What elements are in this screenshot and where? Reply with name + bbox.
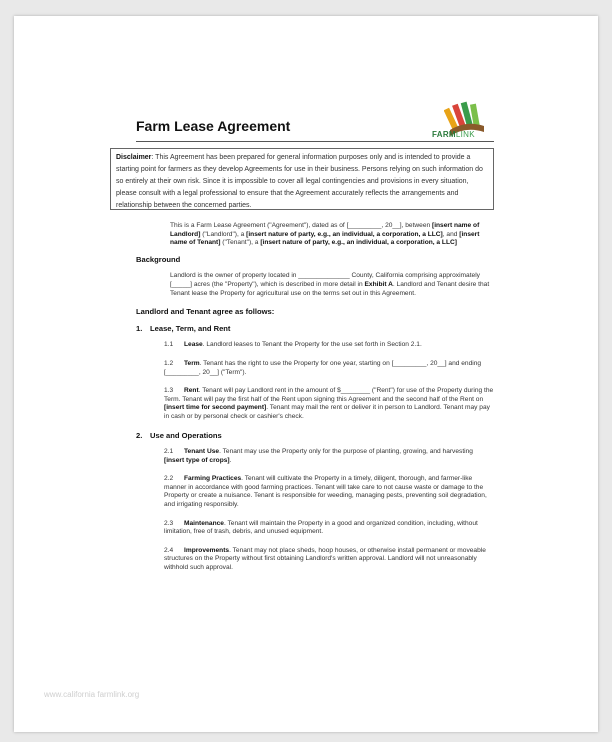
intro-text-3: , and: [442, 230, 460, 238]
section-1-title: Lease, Term, and Rent: [150, 323, 231, 333]
intro-text-4: ("Tenant"), a: [220, 239, 261, 247]
section-2-number: 2.: [136, 430, 143, 440]
title-divider: [136, 141, 494, 142]
section-2-4-label: Improvements: [184, 546, 230, 554]
section-1-1-number: 1.1: [164, 341, 174, 349]
disclaimer-label: Disclaimer: [116, 154, 152, 161]
background-text-2: . Landlord and Tenant desire that Tenant lease the Property for agricultural use on the terms set out in this Agreement.: [170, 280, 490, 297]
section-2-2: [136, 475, 494, 509]
section-1-1-text: . Landlord leases to Tenant the Property for the use set forth in Section 2.1.: [202, 341, 422, 349]
section-2-4-text: . Tenant may not place sheds, hoop houses, or otherwise install permanent or moveable structures on the Property without first obtaining Landlord's written approval. Landlord will not unreasonably withhold such approval.: [164, 546, 486, 572]
exhibit-a-reference: Exhibit A: [364, 280, 393, 288]
section-2-1-number: 2.1: [164, 448, 174, 456]
section-2-1: [136, 448, 494, 465]
section-2-2-text: . Tenant will cultivate the Property in a timely, diligent, thorough, and farmer-like manner in accordance with good farming practices. Tenant will take care to not cause waste or damage to the Property or create a nuisance. Tenant is responsible for weeding, managing pests, preventing soil degradation, and irrigating responsibly.: [164, 475, 487, 509]
logo-name-bold: FARM: [432, 130, 456, 139]
section-2-4: [136, 547, 494, 573]
intro-text-2: ("Landlord"), a: [200, 230, 247, 238]
section-2-4-number: 2.4: [164, 546, 174, 554]
section-1-number: 1.: [136, 323, 143, 333]
section-2-3-text: . Tenant will maintain the Property in a good and organized condition, including, without limitation, free of trash, debris, and unused equipment.: [164, 519, 478, 536]
section-2-title: Use and Operations: [150, 430, 222, 440]
section-2-3-number: 2.3: [164, 519, 174, 527]
page-title: Farm Lease Agreement: [136, 118, 291, 134]
intro-tenant-placeholder: [insert name of Tenant]: [170, 230, 480, 247]
section-1-3-number: 1.3: [164, 387, 174, 395]
section-2-1-label: Tenant Use: [184, 448, 220, 456]
crop-type-placeholder: [insert type of crops]: [164, 456, 230, 464]
disclaimer-box: [110, 148, 494, 210]
section-1-2-label: Term: [184, 359, 200, 367]
intro-text-1: This is a Farm Lease Agreement ("Agreement"), dated as of [_________, 20__], between: [170, 222, 432, 229]
section-1-1: [136, 341, 494, 350]
section-2-2-label: Farming Practices: [184, 475, 242, 483]
background-heading: Background: [136, 254, 181, 264]
intro-tenant-nature-placeholder: [insert nature of party, e.g., an individual, a corporation, a LLC]: [260, 239, 457, 247]
section-2-heading: [136, 432, 494, 441]
section-2-1-text-1: . Tenant may use the Property only for the purpose of planting, growing, and harvesting: [219, 448, 473, 456]
background-text-1: Landlord is the owner of property located in ______________ County, California comprising approximately [_____] acres (the "Property"), which is described in more detail in: [170, 272, 480, 288]
section-1-3: [136, 387, 494, 421]
disclaimer-text: : This Agreement has been prepared for general information purposes only and is intended to provide a starting point for farmers as they develop Agreements for use in their business. Persons relying on such information do so entirely at their own risk. Since it is impossible to cover all legal contingencies and provisions in every situation, please consult with a legal professional to ensure that the Agreement accurately reflects the arrangements and relationship between the concerned parties.: [116, 154, 483, 209]
section-2-2-number: 2.2: [164, 475, 174, 483]
agree-heading: Landlord and Tenant agree as follows:: [136, 307, 275, 317]
logo-wordmark: [432, 130, 475, 139]
section-1-2-text: . Tenant has the right to use the Property for one year, starting on [_________, 20__] and ending [_________, 20__] ("Term").: [164, 359, 482, 376]
background-paragraph: [136, 272, 494, 298]
intro-landlord-nature-placeholder: [insert nature of party, e.g., an individual, a corporation, a LLC]: [246, 230, 443, 238]
section-1-1-label: Lease: [184, 341, 203, 349]
document-page: [14, 16, 598, 732]
agreement-body: [136, 222, 494, 573]
logo-name-rest: LINK: [455, 130, 475, 139]
section-2-1-text-2: .: [229, 456, 232, 464]
section-1-3-text-2: . Tenant may mail the rent or deliver it in person to Landlord. Tenant may pay in cash or by personal check or cashier's check.: [164, 404, 490, 420]
section-2-3-label: Maintenance: [184, 519, 224, 527]
faint-watermark-url: www.california farmlink.org: [44, 690, 140, 699]
section-1-2-number: 1.2: [164, 359, 174, 367]
intro-paragraph: [136, 222, 494, 248]
intro-landlord-placeholder: [insert name of Landlord]: [170, 222, 480, 238]
section-1-3-text-1: . Tenant will pay Landlord rent in the amount of $________ ("Rent") for use of the Property during the Term. Tenant will pay the first half of the Rent upon signing this Agreement and the second half of the Rent on: [164, 387, 494, 403]
section-1-2: [136, 360, 494, 377]
section-1-3-label: Rent: [184, 387, 199, 395]
section-1-heading: [136, 325, 494, 334]
second-payment-placeholder: [insert time for second payment]: [164, 404, 267, 412]
section-2-3: [136, 520, 494, 537]
